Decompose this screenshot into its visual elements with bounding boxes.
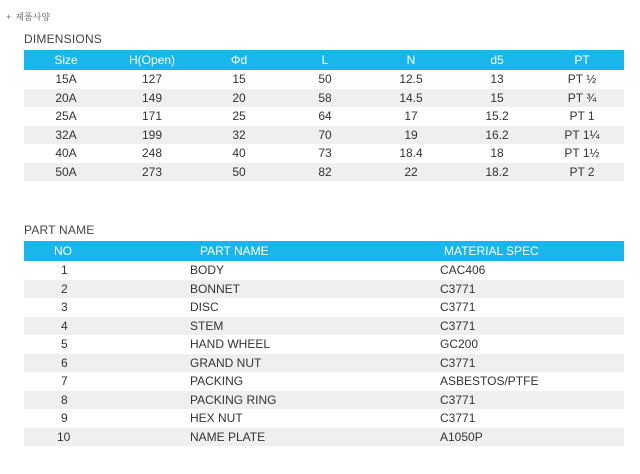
table-row [24,298,624,317]
col-header-no: NO [54,244,72,258]
col-header-phi-d: Φd [230,53,248,67]
cell-material-spec: ASBESTOS/PTFE [440,374,539,388]
part-name-table [24,241,624,446]
cell-size: 40A [55,146,77,160]
cell-n: 22 [404,164,418,179]
cell-part-name: PACKING [190,374,244,388]
cell-phi-d: 20 [232,90,246,105]
cell-material-spec: C3771 [440,355,476,370]
cell-material-spec: C3771 [440,411,476,425]
cell-no: 7 [61,374,68,388]
spec-header-title: 제품사양 [15,12,51,22]
col-header-part-name: PART NAME [200,244,269,258]
cell-n: 17 [404,109,418,123]
dimensions-header-row [24,50,624,70]
cell-part-name: GRAND NUT [190,355,262,370]
cell-pt: PT 2 [569,164,595,179]
cell-h-open: 273 [141,164,163,179]
cell-d5: 16.2 [485,127,509,142]
dimensions-table [24,50,624,181]
cell-no: 1 [61,263,68,277]
cell-d5: 15.2 [485,109,509,123]
cell-part-name: HEX NUT [190,411,243,425]
cell-size: 20A [55,90,77,105]
cell-h-open: 171 [141,109,163,123]
cell-h-open: 127 [141,72,163,86]
cell-no: 2 [61,281,68,296]
cell-d5: 18 [490,146,504,160]
cell-no: 9 [61,411,68,425]
spec-header [6,10,50,23]
col-header-d5: d5 [490,53,504,67]
cell-part-name: HAND WHEEL [190,337,271,351]
cell-phi-d: 15 [232,72,246,86]
col-header-material-spec: MATERIAL SPEC [444,244,539,258]
part-name-title: PART NAME [24,223,95,237]
cell-d5: 13 [490,72,504,86]
cell-size: 25A [55,109,77,123]
cell-material-spec: CAC406 [440,263,486,277]
table-row [24,280,624,299]
cell-pt: PT 1 [569,109,595,123]
table-row [24,107,624,126]
cell-no: 6 [61,355,68,370]
cell-no: 4 [61,318,68,333]
table-row [24,144,624,163]
cell-phi-d: 40 [232,146,246,160]
cell-h-open: 248 [141,146,163,160]
cell-size: 32A [55,127,77,142]
cell-pt: PT 1¼ [564,127,600,142]
cell-n: 19 [404,127,418,142]
cell-part-name: NAME PLATE [190,429,266,444]
col-header-size: Size [54,53,78,67]
col-header-l: L [321,53,329,67]
table-row [24,70,624,89]
cell-l: 73 [318,146,332,160]
cell-no: 8 [61,392,68,407]
plus-icon: + [6,12,12,22]
cell-h-open: 199 [141,127,163,142]
cell-d5: 18.2 [485,164,509,179]
col-header-pt: PT [574,53,590,67]
cell-part-name: DISC [190,300,219,314]
table-row [24,409,624,428]
cell-d5: 15 [490,90,504,105]
cell-phi-d: 50 [232,164,246,179]
cell-n: 12.5 [399,72,423,86]
table-row [24,261,624,280]
table-row [24,354,624,373]
cell-l: 82 [318,164,332,179]
cell-l: 70 [318,127,332,142]
dimensions-title: DIMENSIONS [24,32,103,46]
cell-material-spec: GC200 [440,337,479,351]
cell-pt: PT ¾ [567,90,597,105]
cell-phi-d: 32 [232,127,246,142]
cell-h-open: 149 [141,90,163,105]
cell-no: 3 [61,300,68,314]
cell-pt: PT 1½ [564,146,600,160]
cell-l: 50 [318,72,332,86]
part-header-row [24,241,624,261]
cell-part-name: PACKING RING [190,392,277,407]
cell-l: 58 [318,90,332,105]
cell-part-name: BODY [190,263,225,277]
table-row [24,428,624,447]
cell-part-name: BONNET [190,281,241,296]
cell-material-spec: C3771 [440,300,476,314]
table-row [24,335,624,354]
cell-n: 18.4 [399,146,423,160]
table-row [24,372,624,391]
cell-l: 64 [318,109,332,123]
cell-size: 15A [55,72,77,86]
col-header-h-open: H(Open) [128,53,175,67]
cell-material-spec: C3771 [440,281,476,296]
cell-material-spec: C3771 [440,392,476,407]
table-row [24,317,624,336]
cell-phi-d: 25 [232,109,246,123]
table-row [24,163,624,182]
table-row [24,89,624,108]
col-header-n: N [406,53,416,67]
cell-material-spec: C3771 [440,318,476,333]
cell-no: 5 [61,337,68,351]
cell-size: 50A [55,164,77,179]
table-row [24,391,624,410]
table-row [24,126,624,145]
cell-n: 14.5 [399,90,423,105]
cell-material-spec: A1050P [440,429,483,444]
cell-part-name: STEM [190,318,224,333]
cell-pt: PT ½ [567,72,597,86]
cell-no: 10 [57,429,71,444]
